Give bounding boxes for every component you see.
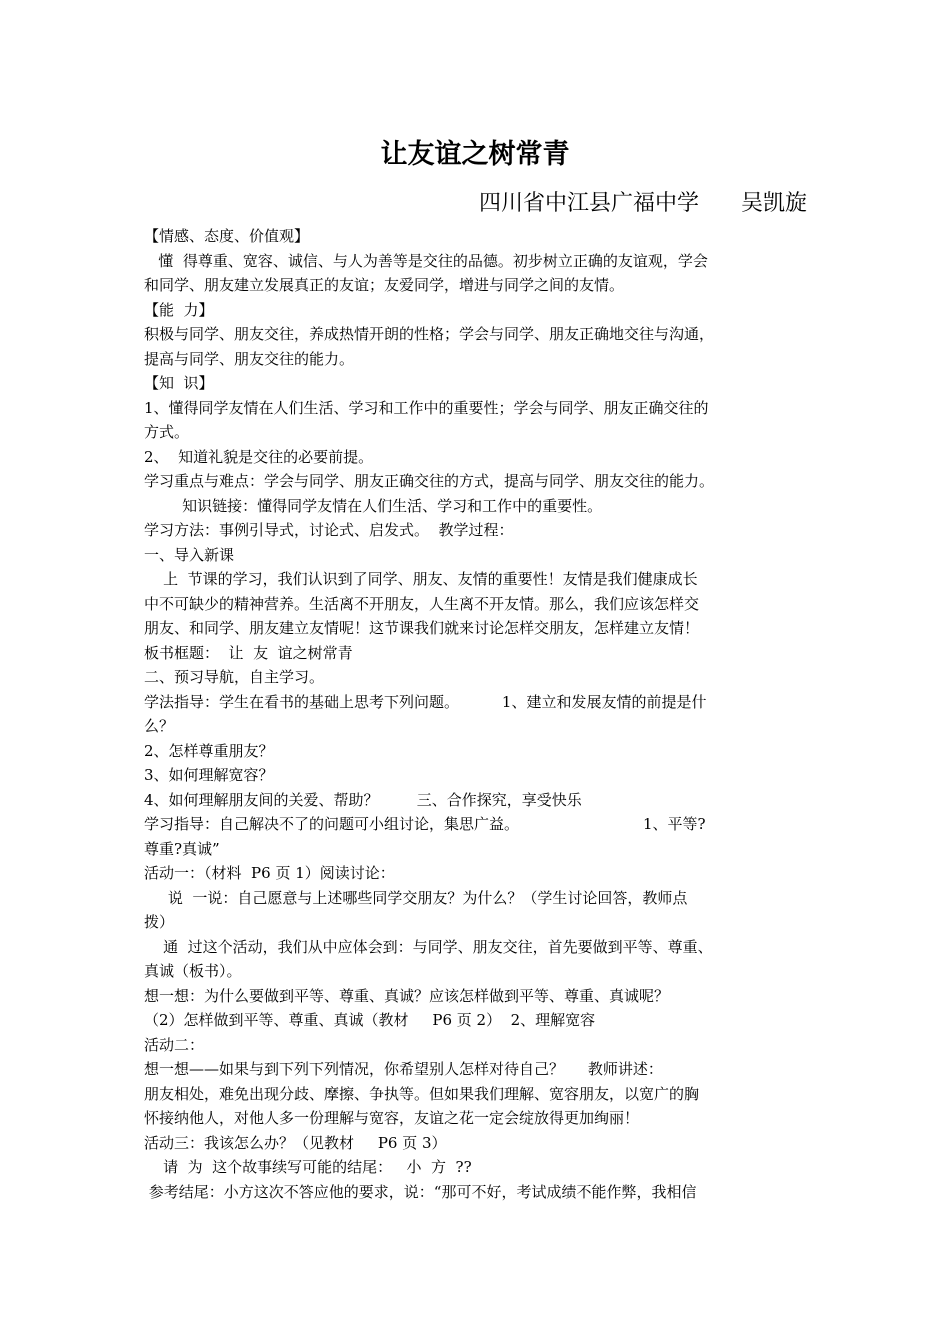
text-line: 懂 得尊重、宽容、诚信、与人为善等是交往的品德。初步树立正确的友谊观，学会 — [144, 251, 708, 270]
text-line: 学法指导：学生在看书的基础上思考下列问题。 1、建立和发展友情的前提是什 — [144, 692, 707, 711]
text-line: 真诚（板书）。 — [144, 962, 242, 980]
text-line: 2、 知道礼貌是交往的必要前提。 — [144, 447, 374, 466]
text-line: 活动三：我该怎么办？（见教材 P6 页 3） — [144, 1133, 447, 1152]
text-line: 1、懂得同学友情在人们生活、学习和工作中的重要性；学会与同学、朋友正确交往的 — [144, 398, 709, 417]
text-line: （2）怎样做到平等、尊重、真诚（教材 P6 页 2） 2、理解宽容 — [144, 1011, 596, 1029]
text-line: 【能 力】 — [144, 300, 214, 319]
text-line: 提高与同学、朋友交往的能力。 — [144, 349, 355, 368]
text-line: 【情感、态度、价值观】 — [144, 227, 310, 245]
text-line: 3、如何理解宽容？ — [144, 766, 274, 784]
text-line: 学习指导：自己解决不了的问题可小组讨论，集思广益。 1、平等? — [144, 815, 706, 833]
text-line: 【知 识】 — [144, 374, 214, 392]
text-line: 方式。 — [144, 423, 190, 441]
text-line: 知识链接：懂得同学友情在人们生活、学习和工作中的重要性。 — [144, 496, 603, 515]
text-line: 学习重点与难点：学会与同学、朋友正确交往的方式，提高与同学、朋友交往的能力。 — [144, 472, 715, 490]
text-line: 和同学、朋友建立发展真正的友谊；友爱同学，增进与同学之间的友情。 — [144, 276, 625, 294]
text-line: 中不可缺少的精神营养。生活离不开朋友，人生离不开友情。那么，我们应该怎样交 — [144, 594, 700, 613]
text-line: 想一想——如果与到下列下列情况，你希望别人怎样对待自己？ 教师讲述： — [144, 1060, 663, 1078]
text-line: 请 为 这个故事续写可能的结尾： 小 方 ?? — [144, 1158, 472, 1176]
text-line: 参考结尾：小方这次不答应他的要求，说：“那可不好，考试成绩不能作弊，我相信 — [144, 1182, 697, 1201]
text-line: 想一想：为什么要做到平等、尊重、真诚？应该怎样做到平等、尊重、真诚呢？ — [144, 986, 670, 1005]
text-line: 4、如何理解朋友间的关爱、帮助？ 三、合作探究，享受快乐 — [144, 790, 582, 809]
text-line: 怀接纳他人，对他人多一份理解与宽容，友谊之花一定会绽放得更加绚丽！ — [144, 1109, 640, 1127]
text-line: 么？ — [144, 717, 175, 735]
text-line: 拨） — [144, 913, 175, 931]
text-line: 一、导入新课 — [144, 545, 235, 564]
text-line: 积极与同学、朋友交往，养成热情开朗的性格；学会与同学、朋友正确地交往与沟通， — [144, 325, 715, 343]
text-line: 活动二： — [144, 1035, 205, 1054]
text-line: 2、怎样尊重朋友？ — [144, 741, 274, 760]
text-line: 上 节课的学习，我们认识到了同学、朋友、友情的重要性！友情是我们健康成长 — [144, 570, 698, 588]
text-line: 朋友、和同学、朋友建立友情呢！这节课我们就来讨论怎样交朋友，怎样建立友情！ — [144, 619, 700, 637]
text-line: 二、预习导航，自主学习。 — [144, 668, 325, 686]
text-line: 朋友相处，难免出现分歧、摩擦、争执等。但如果我们理解、宽容朋友，以宽广的胸 — [144, 1084, 700, 1103]
text-line: 说 一说：自己愿意与上述哪些同学交朋友？为什么？（学生讨论回答，教师点 — [144, 888, 688, 907]
text-line: 通 过这个活动，我们从中应体会到：与同学、朋友交往，首先要做到平等、尊重、 — [144, 937, 713, 956]
author-line: 四川省中江县广福中学 吴凯旋 — [479, 191, 807, 216]
text-line: 活动一：（材料 P6 页 1）阅读讨论： — [144, 864, 395, 882]
text-line: 学习方法：事例引导式，讨论式、启发式。 教学过程： — [144, 521, 514, 539]
text-line: 尊重?真诚” — [144, 839, 220, 858]
document-title: 让友谊之树常青 — [380, 139, 570, 170]
text-line: 板书框题： 让 友 谊之树常青 — [144, 643, 353, 662]
document-body — [144, 224, 820, 1204]
